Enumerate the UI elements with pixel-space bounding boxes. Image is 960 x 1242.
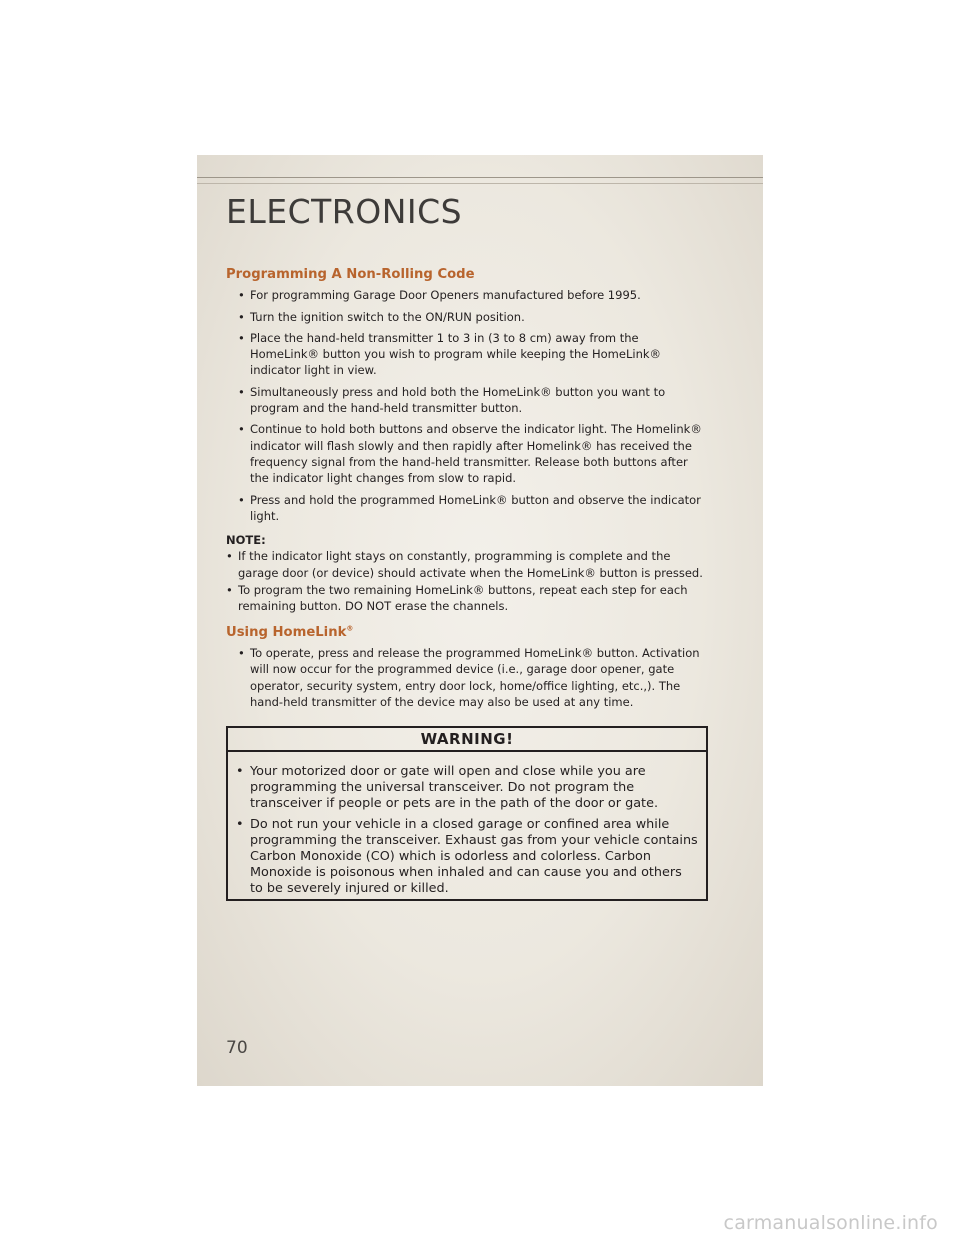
list-item: • If the indicator light stays on constantly, programming is complete and the garage door (or device) should activate when the HomeLink® button is pressed.: [226, 548, 706, 581]
list-item: • To operate, press and release the programmed HomeLink® button. Activation will now occur for the programmed device (i.e., garage door opener, gate operator, security system, entry door lock, home/office lighting, etc.,). The hand-held transmitter of the device may also be used at any time.: [238, 645, 706, 710]
registered-mark: ®: [346, 624, 354, 633]
list-item: • For programming Garage Door Openers manufactured before 1995.: [238, 287, 706, 303]
warning-list: [228, 764, 706, 898]
note-label: NOTE:: [226, 533, 266, 548]
list-item: • Simultaneously press and hold both the HomeLink® button you want to program and the hand-held transmitter button.: [238, 384, 706, 417]
manual-page: [197, 155, 763, 1086]
list-item: • Your motorized door or gate will open and close while you are programming the universal transceiver. Do not program the transceiver if people or pets are in the path of the door or gate.: [236, 764, 698, 813]
list-item: • Place the hand-held transmitter 1 to 3 in (3 to 8 cm) away from the HomeLink® button you wish to program while keeping the HomeLink® indicator light in view.: [238, 330, 706, 379]
page-number: 70: [226, 1038, 248, 1058]
using-steps: [226, 645, 706, 710]
warning-box: [226, 726, 708, 901]
content-area: [226, 267, 706, 716]
list-item: • Press and hold the programmed HomeLink® button and observe the indicator light.: [238, 492, 706, 525]
using-homelink-heading: [226, 625, 706, 641]
warning-title: WARNING!: [228, 728, 706, 752]
programming-steps: [226, 287, 706, 524]
watermark: carmanualsonline.info: [723, 1212, 938, 1234]
list-item: • To program the two remaining HomeLink® buttons, repeat each step for each remaining button. DO NOT erase the channels.: [226, 582, 706, 615]
list-item: • Do not run your vehicle in a closed garage or confined area while programming the transceiver. Exhaust gas from your vehicle contains Carbon Monoxide (CO) which is odorless and colorless. Carbon Monoxide is poisonous when inhaled and can cause you and others to be severely injured or killed.: [236, 817, 698, 898]
list-item: • Continue to hold both buttons and observe the indicator light. The Homelink® indicator will flash slowly and then rapidly after Homelink® has received the frequency signal from the hand-held transmitter. Release both buttons after the indicator light changes from slow to rapid.: [238, 421, 706, 486]
section-title: ELECTRONICS: [226, 192, 463, 231]
header-rule: [197, 177, 763, 178]
header-rule: [197, 183, 763, 184]
list-item: • Turn the ignition switch to the ON/RUN position.: [238, 309, 706, 325]
note-list: [226, 548, 706, 614]
using-heading-text: Using HomeLink: [226, 624, 347, 640]
programming-heading: Programming A Non-Rolling Code: [226, 267, 475, 282]
